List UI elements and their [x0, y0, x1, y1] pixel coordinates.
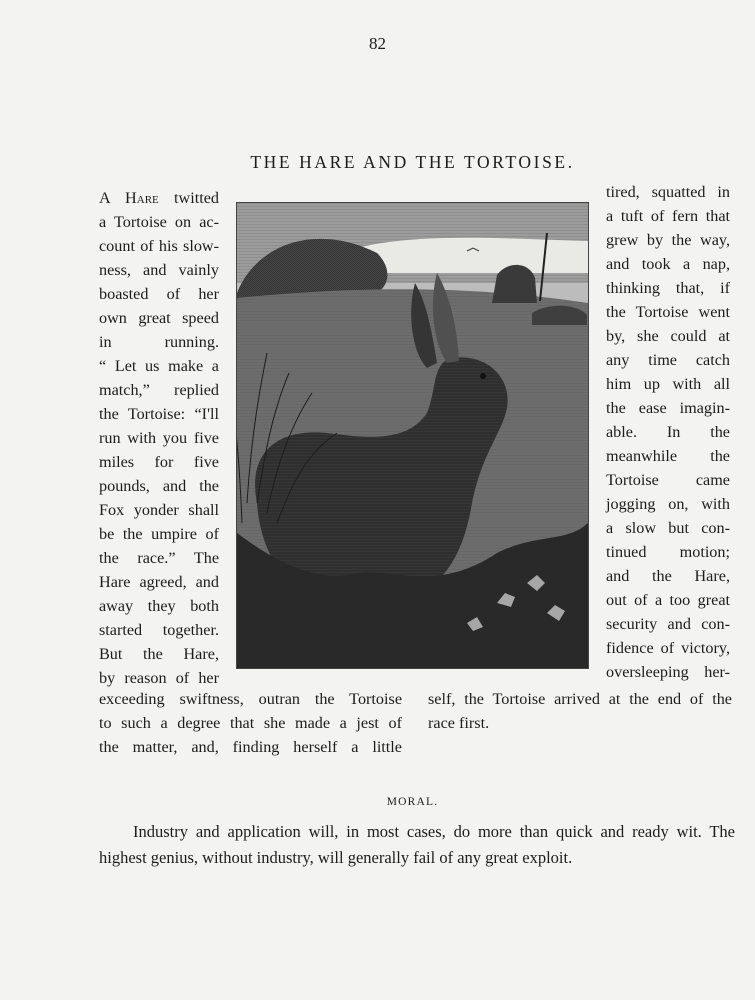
text-line: to such a degree that she made a jest of [99, 714, 402, 732]
text-line: oversleeping her- [606, 663, 730, 681]
text-line: thinking that, if [606, 279, 730, 297]
moral-heading: MORAL. [386, 796, 439, 808]
text-line: ness, and vainly [99, 261, 219, 279]
text-line: by reason of her [99, 669, 219, 687]
text-line: and took a nap, [606, 255, 730, 273]
story-title: THE HARE AND THE TORTOISE. [250, 152, 575, 172]
text-line: count of his slow- [99, 237, 219, 255]
text-line: any time catch [606, 351, 730, 369]
hare-engraving-illustration [236, 202, 589, 669]
text-line: in running. [99, 333, 219, 351]
page-number: 82 [369, 34, 386, 53]
text-line: the matter, and, finding herself a little [99, 738, 402, 756]
text-line: able. In the [606, 423, 730, 441]
text-line: Fox yonder shall [99, 501, 219, 519]
text-line: tired, squatted in [606, 183, 730, 201]
moral-line: Industry and application will, in most cases, do more than quick and ready wit. The [133, 822, 735, 841]
text-line: the ease imagin- [606, 399, 730, 417]
text-line: But the Hare, [99, 645, 219, 663]
left-text-column [99, 186, 219, 690]
text-line: exceeding swiftness, outran the Tortoise [99, 690, 402, 708]
text-line: Tortoise came [606, 471, 730, 489]
text-line: the Tortoise: “I'll [99, 405, 219, 423]
text-line: the race.” The [99, 549, 219, 567]
text-line: started together. [99, 621, 219, 639]
moral-line: highest genius, without industry, will generally fail of any great exploit. [99, 848, 573, 867]
text-line: the Tortoise went [606, 303, 730, 321]
text-line: away they both [99, 597, 219, 615]
bottom-right-text [428, 687, 732, 735]
text-line: boasted of her [99, 285, 219, 303]
right-text-column [606, 180, 730, 684]
text-line: fidence of victory, [606, 639, 730, 657]
text-line: and the Hare, [606, 567, 730, 585]
text-line: Hare agreed, and [99, 573, 219, 591]
text-line: A Hare twitted [99, 189, 219, 207]
hare-engraving-svg [237, 203, 588, 668]
text-line: him up with all [606, 375, 730, 393]
text-line: grew by the way, [606, 231, 730, 249]
text-line: be the umpire of [99, 525, 219, 543]
first-words: A Hare [99, 189, 159, 207]
text-line: tinued motion; [606, 543, 730, 561]
text-line: own great speed [99, 309, 219, 327]
moral-text [99, 819, 735, 871]
text-line: match,” replied [99, 381, 219, 399]
text-line: meanwhile the [606, 447, 730, 465]
text-line: run with you five [99, 429, 219, 447]
text-line: jogging on, with [606, 495, 730, 513]
text-line: miles for five [99, 453, 219, 471]
text-line: a slow but con- [606, 519, 730, 537]
text-line: out of a too great [606, 591, 730, 609]
text-line: a tuft of fern that [606, 207, 730, 225]
text-line: “ Let us make a [99, 357, 219, 375]
text-line: race first. [428, 714, 490, 732]
text-line: by, she could at [606, 327, 730, 345]
text-line: security and con- [606, 615, 730, 633]
bottom-left-text [99, 687, 402, 759]
text-line: pounds, and the [99, 477, 219, 495]
text-line: self, the Tortoise arrived at the end of the [428, 690, 732, 708]
text-line: a Tortoise on ac- [99, 213, 219, 231]
